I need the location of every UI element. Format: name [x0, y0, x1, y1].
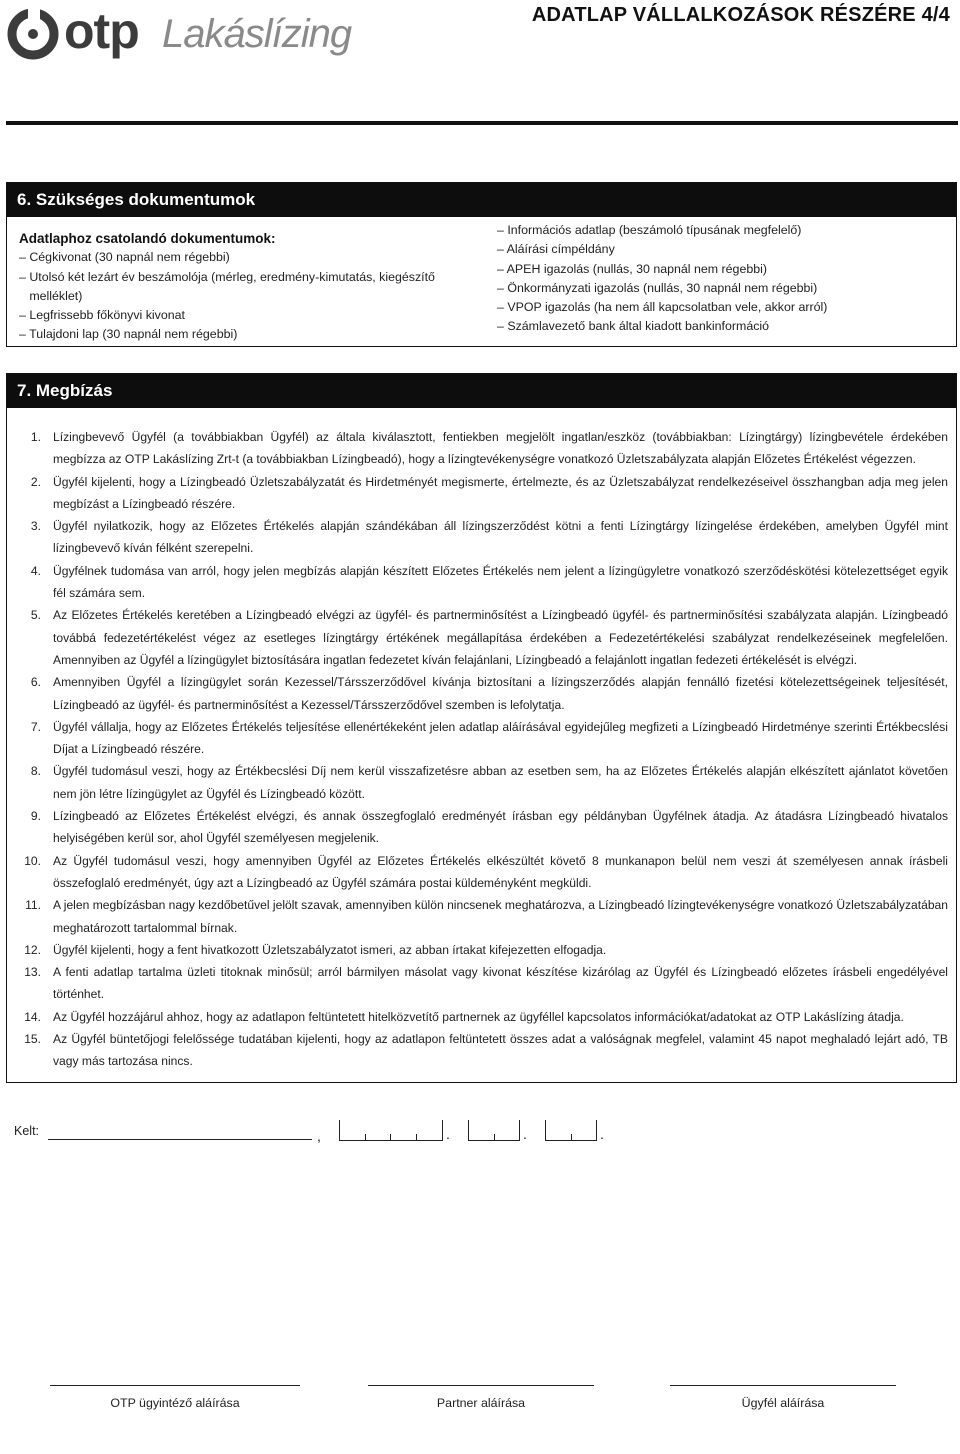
list-item: – Tulajdoni lap (30 napnál nem régebbi) [19, 327, 238, 342]
clause-item [7, 850, 956, 895]
header-divider [6, 121, 958, 125]
section-required-documents [6, 182, 957, 347]
clause-text: Amennyiben Ügyfél a lízingügylet során Kezessel/Társszerződővel kívánja biztosítani a lízingszerződés alapján fennálló fizetési kötelezettségeinek teljesítését, Lízingbeadó az ügyfél- és partnerminősítést a Kezessel/Társszerződővel szemben is lefolytatja. [53, 675, 948, 712]
otp-lakaslizing-logo [6, 4, 366, 68]
documents-heading: Adatlaphoz csatolandó dokumentumok: [19, 231, 276, 246]
list-item: – Legfrissebb főkönyvi kivonat [19, 308, 185, 323]
clause-number: 12. [24, 942, 41, 957]
signature-label-partner: Partner aláírása [436, 1396, 526, 1410]
date-separator: . [600, 1126, 604, 1142]
list-item: – Számlavezető bank által kiadott bankinformáció [497, 319, 770, 334]
list-item: – Utolsó két lezárt év beszámolója (mérleg, eredmény-kimutatás, kiegészítő [19, 269, 435, 284]
clause-item [7, 1028, 956, 1073]
kelt-label: Kelt: [14, 1124, 40, 1138]
date-day-boxes[interactable] [545, 1120, 597, 1141]
logo-brand: otp [64, 3, 139, 59]
clause-number: 5. [30, 608, 41, 623]
documents-list-left [19, 229, 459, 345]
page-header [0, 0, 960, 126]
list-item: – APEH igazolás (nullás, 30 napnál nem régebbi) [497, 261, 768, 276]
clause-item [7, 560, 956, 605]
clause-text: Az Ügyfél hozzájárul ahhoz, hogy az adatlapon feltüntetett hitelközvetítő partnernek az ügyféllel kapcsolatos információkat/adatokat az OTP Lakáslízing átadja. [53, 1009, 904, 1024]
date-separator: . [523, 1126, 527, 1142]
clause-number: 2. [30, 474, 41, 489]
clause-item [7, 760, 956, 805]
clause-number: 8. [30, 764, 41, 779]
clause-number: 3. [30, 519, 41, 534]
clause-number: 15. [24, 1032, 41, 1047]
clause-number: 13. [24, 965, 41, 980]
clause-text: Ügyfél vállalja, hogy az Előzetes Értékelés teljesítése ellenértékeként jelen adatlap aláírásával egyidejűleg megfizeti a Lízingbeadó Hirdetménye szerinti Értékbecslési Díjat a Lízingbeadó részére. [53, 719, 948, 757]
logo-product: Lakáslízing [162, 12, 352, 56]
clause-text: Ügyfél kijelenti, hogy a Lízingbeadó Üzletszabályzatát és Hirdetményét megismerte, értelmezte, és az Üzletszabályzat rendelkezéseivel összhangban adja meg jelen megbízást a Lízingbeadó részére. [53, 474, 948, 511]
signature-line-partner[interactable] [368, 1385, 594, 1386]
section-title: 7. Megbízás [7, 374, 956, 408]
clause-number: 9. [30, 809, 41, 824]
clause-item [7, 604, 956, 671]
clause-item [7, 515, 956, 560]
clause-text: Lízingbevevő Ügyfél (a továbbiakban Ügyfél) az általa kiválasztott, fentiekben megjelölt ingatlan/eszköz (továbbiakban: Lízingtárgy) lízingbevétele érdekében megbízza az OTP Lakáslízing Zrt-t (a továbbiakban Lízingbeadó), hogy a lízingtevékenységre vonatkozó Üzletszabályzata alapján Előzetes Értékelést végezzen. [53, 430, 948, 467]
signature-line-otp[interactable] [50, 1385, 300, 1386]
clause-item [7, 805, 956, 850]
clause-number: 6. [30, 675, 41, 690]
list-item: – Információs adatlap (beszámoló típusának megfelelő) [497, 223, 802, 237]
list-item: – Önkormányzati igazolás (nullás, 30 napnál nem régebbi) [497, 280, 818, 295]
clause-item [7, 471, 956, 516]
clause-number: 14. [24, 1009, 41, 1024]
document-title: ADATLAP VÁLLALKOZÁSOK RÉSZÉRE 4/4 [531, 4, 950, 26]
signature-label-client: Ügyfél aláírása [741, 1396, 825, 1410]
clause-text: Lízingbeadó az Előzetes Értékelést elvégzi, és annak összegfoglaló eredményét írásban egy példányban Ügyfélnek átadja. Az átadásra Lízingbeadó hivatalos helyiségében kerül sor, ahol Ügyfél személyesen megjelenik. [53, 809, 948, 846]
clause-item [7, 426, 956, 471]
clause-text: Ügyfél nyilatkozik, hogy az Előzetes Értékelés alapján szándékában áll lízingszerződést kötni a fenti Lízingtárgy lízingelése érdekében, amelyben Ügyfél mint lízingbevevő kíván félként szerepelni. [53, 519, 948, 556]
clause-number: 4. [30, 563, 41, 578]
clause-number: 11. [25, 898, 41, 913]
clause-text: A jelen megbízásban nagy kezdőbetűvel jelölt szavak, amennyiben külön nincsenek meghatározva, a Lízingbeadó lízingtevékenységre vonatkozó Üzletszabályzatában meghatározott tartalommal bírnak. [53, 898, 948, 935]
clause-text: Az Ügyfél büntetőjogi felelőssége tudatában kijelenti, hogy az adatlapon feltüntetett összes adat a valóságnak megfelel, valamint 45 napot meghaladó lejárt adó, TB vagy más tartozása nincs. [53, 1032, 948, 1069]
clause-item [7, 1006, 956, 1028]
clause-number: 10. [24, 853, 41, 868]
date-month-boxes[interactable] [468, 1120, 520, 1141]
list-item: – Aláírási címpéldány [497, 242, 615, 257]
clause-text: A fenti adatlap tartalma üzleti titoknak minősül; arról bármilyen másolat vagy kivonat készítése kizárólag az Ügyfél és Lízingbeadó előzetes írásbeli engedélyével történhet. [53, 965, 948, 1002]
date-separator: . [446, 1126, 450, 1142]
otp-logo-icon [6, 4, 62, 64]
clause-text: Az Előzetes Értékelés keretében a Lízingbeadó elvégzi az ügyfél- és partnerminősítést a Lízingbeadó ügyfél- és partnerminősítési szabályzata alapján. Lízingbeadó továbbá fedezetértékelést végez az esetleges lízingtárgy értékének megállapítása érdekében a Fedezetértékelési szabályzat rendelkezéseinek megfelelően. Amennyiben az Ügyfél a lízingügylet biztosítására ingatlan fedezetet kíván felajánlani, Lízingbeadó a felajánlott ingatlan fedezeti értékelését is elvégzi. [53, 608, 948, 667]
clause-text: Ügyfélnek tudomása van arról, hogy jelen megbízás alapján készített Előzetes Értékelés nem jelent a lízingügyletre vonatkozó szerződéskötési kötelezettséget egyik fél számára sem. [53, 563, 948, 601]
date-year-boxes[interactable] [339, 1120, 443, 1141]
clause-item [7, 939, 956, 961]
mandate-clauses [7, 426, 956, 1073]
clause-item [7, 716, 956, 761]
clause-text: Ügyfél kijelenti, hogy a fent hivatkozott Üzletszabályzatot ismeri, az abban írtakat kifejezetten elfogadja. [53, 942, 607, 957]
clause-item [7, 961, 956, 1006]
clause-number: 1. [30, 430, 41, 444]
section-title: 6. Szükséges dokumentumok [7, 183, 956, 217]
documents-list-right [497, 221, 937, 337]
signature-line-client[interactable] [670, 1385, 896, 1386]
place-input-line[interactable] [48, 1139, 312, 1140]
clause-item [7, 894, 956, 939]
list-item: – VPOP igazolás (ha nem áll kapcsolatban vele, akkor arról) [497, 300, 828, 315]
list-item: melléklet) [19, 288, 83, 303]
clause-item [7, 671, 956, 716]
section-mandate [6, 373, 957, 1083]
clause-text: Ügyfél tudomásul veszi, hogy az Értékbecslési Díj nem kerül visszafizetésre abban az esetben sem, ha az Előzetes Értékelés alapján elkészített ajánlatot követően nem jön létre lízingügylet az Ügyfél és Lízingbeadó között. [53, 764, 948, 801]
clause-text: Az Ügyfél tudomásul veszi, hogy amennyiben Ügyfél az Előzetes Értékelés elkészültét követő 8 munkanapon belül nem veszi át személyesen annak írásbeli összefoglaló eredményét, úgy azt a Lízingbeadó az Ügyfél számára postai küldeményként megküldi. [53, 853, 948, 890]
list-item: – Cégkivonat (30 napnál nem régebbi) [19, 250, 230, 265]
clause-number: 7. [30, 719, 41, 734]
place-comma: , [317, 1128, 321, 1144]
signature-label-otp: OTP ügyintéző aláírása [110, 1396, 240, 1410]
